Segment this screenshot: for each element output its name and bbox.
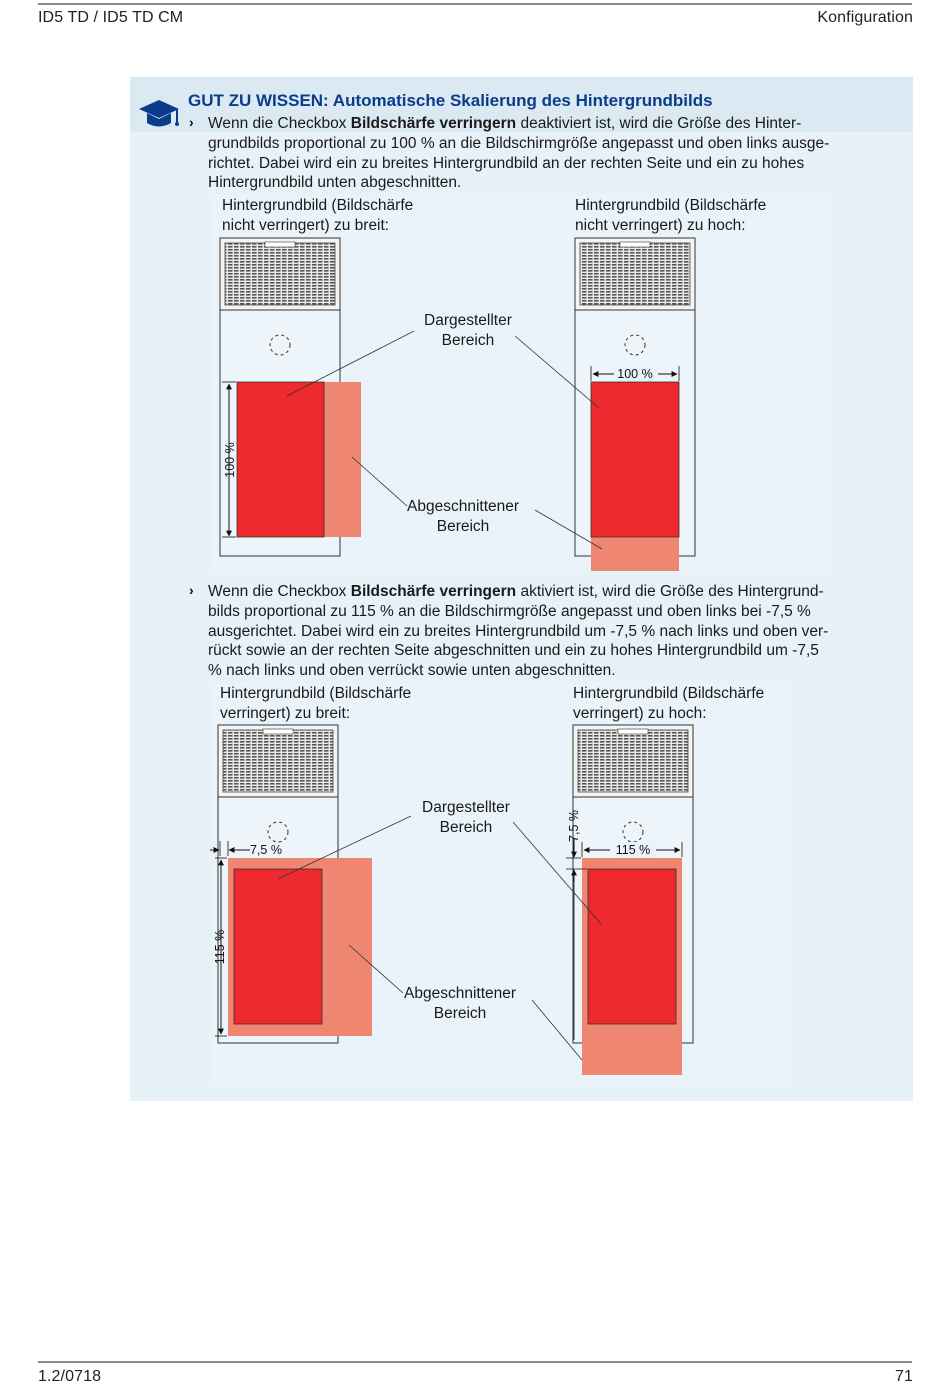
footer-page-number: 71: [895, 1368, 913, 1385]
fig2-left-dim-label: 115 %: [213, 929, 227, 965]
fig1-right-dim-label: 100 %: [617, 367, 653, 381]
fig2-right-shown-area: [588, 869, 676, 1024]
fig2-left-caption: Hintergrundbild (Bildschärfe verringert) zu breit:: [220, 685, 412, 722]
header-doc-title: ID5 TD / ID5 TD CM: [38, 9, 184, 26]
bullet-chevron-icon: ›: [189, 582, 194, 598]
fig1-cut-area-label: Abgeschnittener Bereich: [407, 498, 520, 535]
fig1-left-dim-label: 100 %: [223, 442, 237, 478]
good-to-know-title: GUT ZU WISSEN: Automatische Skalierung des Hintergrundbilds: [188, 91, 713, 110]
bullet-2-text: Wenn die Checkbox Bildschärfe verringern aktiviert ist, wird die Größe des Hintergrund- bilds proportional zu 115 % an die Bildschirmgröße angepasst und oben links bei -7,5 % ausgerichtet. Dabei wird ein zu breites Hintergrundbild um -7,5 % nach links und oben ver- rückt sowie an der rechten Seite abgeschnitten und ein zu hohes Hintergrundbild um -7,5 % nach links und oben verrückt sowie unten abgeschnitten.: [208, 583, 829, 680]
fig1-right-caption: Hintergrundbild (Bildschärfe nicht verringert) zu hoch:: [575, 197, 767, 234]
fig1-right-shown-area: [591, 382, 679, 537]
fig2-shown-area-label: Dargestellter Bereich: [422, 799, 510, 836]
fig2-left-offset-label: 7,5 %: [250, 843, 282, 857]
footer-version: 1.2/0718: [38, 1368, 102, 1385]
fig2-right-offset-label: 7,5 %: [567, 810, 581, 842]
fig1-shown-area-label: Dargestellter Bereich: [424, 312, 512, 349]
fig2-left-shown-area: [234, 869, 322, 1024]
fig2-cut-area-label: Abgeschnittener Bereich: [404, 985, 517, 1022]
fig1-left-caption: Hintergrundbild (Bildschärfe nicht verringert) zu breit:: [222, 197, 414, 234]
header-section: Konfiguration: [817, 9, 913, 26]
bullet-chevron-icon: ›: [189, 114, 194, 130]
fig2-right-caption: Hintergrundbild (Bildschärfe verringert) zu hoch:: [573, 685, 765, 722]
bullet-1-text: Wenn die Checkbox Bildschärfe verringern deaktiviert ist, wird die Größe des Hinter- grundbilds proportional zu 100 % an die Bildschirmgröße angepasst und oben links ausge- richtet. Dabei wird ein zu breites Hintergrundbild an der rechten Seite und ein zu hohes Hintergrundbild unten abgeschnitten.: [208, 115, 830, 192]
fig1-left-shown-area: [237, 382, 324, 537]
fig2-right-dim-label: 115 %: [615, 843, 651, 857]
